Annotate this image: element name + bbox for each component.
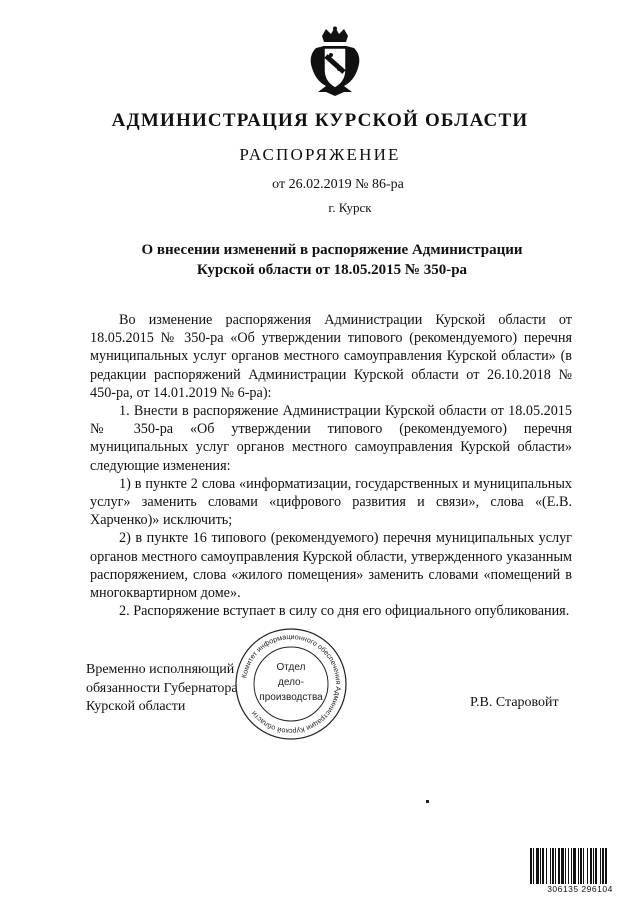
barcode-bar <box>583 848 584 884</box>
document-title-line-2: Курской области от 18.05.2015 № 350-ра <box>196 262 468 278</box>
signatory-position <box>86 661 238 717</box>
barcode-bar <box>540 848 541 884</box>
stamp-inner-line-3: производства <box>259 692 323 703</box>
barcode-bar <box>602 848 604 884</box>
barcode-bar <box>590 848 592 884</box>
barcode-bar <box>580 848 582 884</box>
barcode-bar <box>568 848 569 884</box>
barcode-bar <box>546 848 547 884</box>
document-body <box>90 311 572 620</box>
barcode-bar <box>555 848 556 884</box>
subitem-2-paragraph: 2) в пункте 16 типового (рекомендуемого) перечня муниципальных услуг органов местного самоуправления Курской области, утвержденного указанным распоряжением, слова «жилого помещения» заменить словами «помещений в многоквартирном доме». <box>90 530 572 602</box>
item-1-paragraph: 1. Внести в распоряжение Администрации Курской области от 18.05.2015 № 350-ра «Об утверждении типового (рекомендуемого) перечня муниципальных услуг органов местного самоуправления Курской области» следующие изменения: <box>90 403 572 474</box>
barcode-number: 306135 296104 <box>547 884 613 894</box>
document-date-number: от 26.02.2019 № 86-ра <box>272 177 404 192</box>
barcode-bar <box>605 848 607 884</box>
barcode-bar <box>600 848 601 884</box>
signatory-position-line-1: Временно исполняющий <box>86 662 235 677</box>
signatory-position-line-3: Курской области <box>86 699 186 714</box>
preamble-paragraph: Во изменение распоряжения Администрации Курской области от 18.05.2015 № 350-ра «Об утверждении типового (рекомендуемого) перечня муниципальных услуг органов местного самоуправления Курской области» (в редакции распоряжений Администрации Курской области от 26.10.2018 № 450-ра, от 14.01.2019 № 6-ра): <box>90 312 572 401</box>
signatory-name: Р.В. Старовойт <box>470 695 559 710</box>
barcode-bar <box>573 848 576 884</box>
agency-name: АДМИНИСТРАЦИЯ КУРСКОЙ ОБЛАСТИ <box>111 110 529 131</box>
document-title-line-1: О внесении изменений в распоряжение Администрации <box>141 242 523 258</box>
barcode <box>530 848 628 884</box>
barcode-bar <box>530 848 532 884</box>
barcode-bar <box>595 848 597 884</box>
item-2-paragraph: 2. Распоряжение вступает в силу со дня его официального опубликования. <box>119 603 570 620</box>
stamp-ring-text: Комитет информационного обеспечения Администрации Курской области <box>239 631 344 737</box>
document-type: РАСПОРЯЖЕНИЕ <box>239 145 401 164</box>
barcode-bar <box>578 848 579 884</box>
barcode-bar <box>552 848 554 884</box>
stamp-inner-line-1: Отдел <box>276 662 306 673</box>
barcode-bar <box>542 848 544 884</box>
barcode-bar <box>536 848 539 884</box>
office-stamp <box>232 625 350 743</box>
barcode-bar <box>571 848 572 884</box>
barcode-bar <box>561 848 564 884</box>
subitem-1-paragraph: 1) в пункте 2 слова «информатизации, государственных и муниципальных услуг» заменить словами «цифрового развития и связи», слова «(Е.В. Харченко)» исключить; <box>90 475 572 529</box>
signatory-position-line-2: обязанности Губернатора <box>86 680 238 696</box>
coat-of-arms-emblem <box>306 26 364 98</box>
barcode-bar <box>587 848 588 884</box>
barcode-bar <box>550 848 551 884</box>
ink-dot <box>426 800 429 803</box>
stamp-inner-line-2: дело- <box>278 677 304 688</box>
barcode-bar <box>565 848 566 884</box>
barcode-bar <box>533 848 534 884</box>
barcode-bar <box>593 848 594 884</box>
document-city: г. Курск <box>328 200 372 215</box>
barcode-bar <box>558 848 560 884</box>
